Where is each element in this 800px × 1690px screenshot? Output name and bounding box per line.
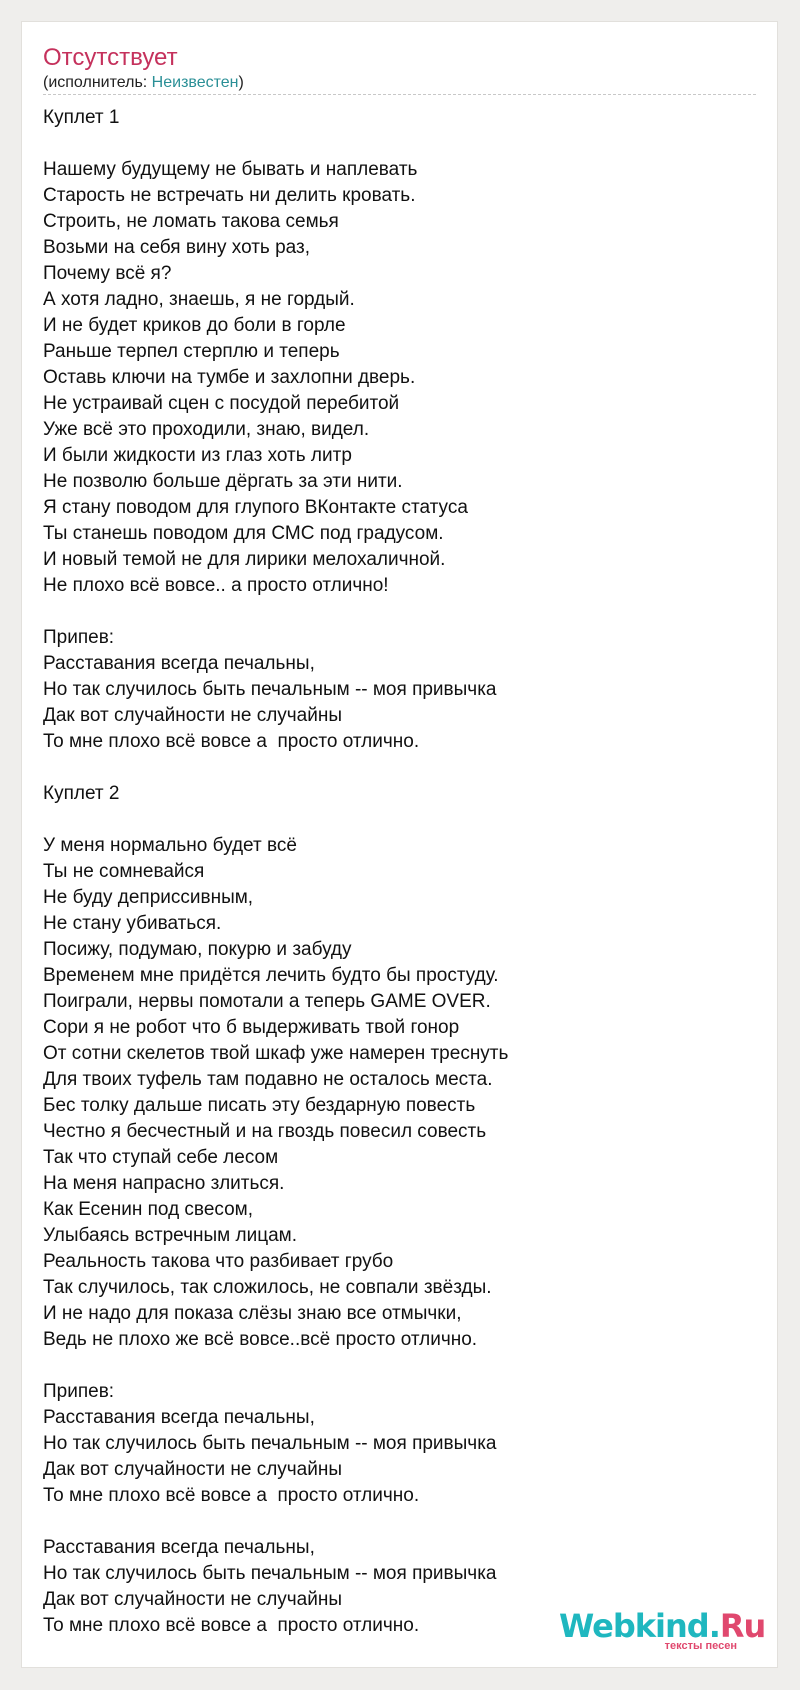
lyric-line: Но так случилось быть печальным -- моя привычка [43,679,497,700]
lyric-blank-line [43,599,743,625]
song-title: Отсутствует [43,44,178,71]
lyric-line: Поиграли, нервы помотали а теперь GAME OVER. [43,991,491,1012]
lyric-line: Дак вот случайности не случайны [43,705,343,726]
lyric-line: Старость не встречать ни делить кровать. [43,185,416,206]
lyric-line: Расставания всегда печальны, [43,1407,315,1428]
logo-tagline: тексты песен [664,1640,737,1652]
lyric-line: Расставания всегда печальны, [43,653,315,674]
lyric-line: То мне плохо всё вовсе а просто отлично. [43,731,420,752]
lyric-line: Ты станешь поводом для СМС под градусом. [43,523,444,544]
lyric-line: На меня напрасно злиться. [43,1173,285,1194]
lyric-line: А хотя ладно, знаешь, я не гордый. [43,289,355,310]
lyric-line: Ты не сомневайся [43,861,205,882]
lyric-line: Для твоих туфель там подавно не осталось места. [43,1069,493,1090]
artist-line [43,73,244,93]
lyric-line: Дак вот случайности не случайны [43,1589,343,1610]
logo-word: Webkind [559,1607,709,1645]
lyric-line: Так что ступай себе лесом [43,1147,279,1168]
lyric-line: Куплет 2 [43,783,120,804]
lyric-line: Не позволю больше дёргать за эти нити. [43,471,403,492]
lyric-line: Припев: [43,1381,115,1402]
lyric-line: Честно я бесчестный и на гвоздь повесил совесть [43,1121,487,1142]
lyric-line: Возьми на себя вину хоть раз, [43,237,311,258]
lyric-line: Куплет 1 [43,107,120,128]
artist-suffix: ) [238,74,244,91]
lyric-blank-line [43,131,743,157]
lyric-line: Оставь ключи на тумбе и захлопни дверь. [43,367,416,388]
lyric-line: Не устраивай сцен с посудой перебитой [43,393,400,414]
lyrics-text [43,105,743,1639]
lyric-line: И были жидкости из глаз хоть литр [43,445,352,466]
lyric-line: Сори я не робот что б выдерживать твой гонор [43,1017,460,1038]
lyric-line: То мне плохо всё вовсе а просто отлично. [43,1485,420,1506]
lyric-line: Не плохо всё вовсе.. а просто отлично! [43,575,389,596]
lyric-line: Улыбаясь встречным лицам. [43,1225,297,1246]
lyric-line: Не буду деприссивным, [43,887,254,908]
lyric-line: Но так случилось быть печальным -- моя привычка [43,1433,497,1454]
lyric-line: Посижу, подумаю, покурю и забуду [43,939,352,960]
lyric-line: Временем мне придётся лечить будто бы простуду. [43,965,499,986]
lyric-line: Как Есенин под свесом, [43,1199,254,1220]
lyric-line: У меня нормально будет всё [43,835,297,856]
lyric-line: Припев: [43,627,115,648]
lyrics-card [21,21,778,1668]
logo-wordmark [559,1607,766,1645]
lyric-line: Дак вот случайности не случайны [43,1459,343,1480]
lyric-line: И не надо для показа слёзы знаю все отмычки, [43,1303,462,1324]
lyric-blank-line [43,807,743,833]
lyric-blank-line [43,1509,743,1535]
artist-prefix: (исполнитель: [43,74,152,91]
lyric-line: Ведь не плохо же всё вовсе..всё просто отлично. [43,1329,478,1350]
lyric-line: Не стану убиваться. [43,913,222,934]
lyric-line: Бес толку дальше писать эту бездарную повесть [43,1095,476,1116]
lyric-line: То мне плохо всё вовсе а просто отлично. [43,1615,420,1636]
lyric-line: И не будет криков до боли в горле [43,315,346,336]
logo-dot: . [708,1607,720,1645]
lyric-line: Я стану поводом для глупого ВКонтакте статуса [43,497,468,518]
lyric-line: Реальность такова что разбивает грубо [43,1251,394,1272]
lyric-line: Так случилось, так сложилось, не совпали звёзды. [43,1277,492,1298]
artist-link[interactable]: Неизвестен [151,74,239,91]
webkind-logo[interactable] [559,1607,766,1657]
lyric-line: Нашему будущему не бывать и наплевать [43,159,418,180]
lyric-line: И новый темой не для лирики мелохаличной. [43,549,446,570]
lyric-line: Почему всё я? [43,263,172,284]
lyric-line: Уже всё это проходили, знаю, видел. [43,419,370,440]
lyric-line: Раньше терпел стерплю и теперь [43,341,340,362]
header-divider [43,94,756,95]
lyric-line: Но так случилось быть печальным -- моя привычка [43,1563,497,1584]
lyric-line: Строить, не ломать такова семья [43,211,339,232]
lyric-line: От сотни скелетов твой шкаф уже намерен треснуть [43,1043,509,1064]
lyric-blank-line [43,1353,743,1379]
lyric-blank-line [43,755,743,781]
lyric-line: Расставания всегда печальны, [43,1537,315,1558]
logo-tld: Ru [719,1607,766,1645]
